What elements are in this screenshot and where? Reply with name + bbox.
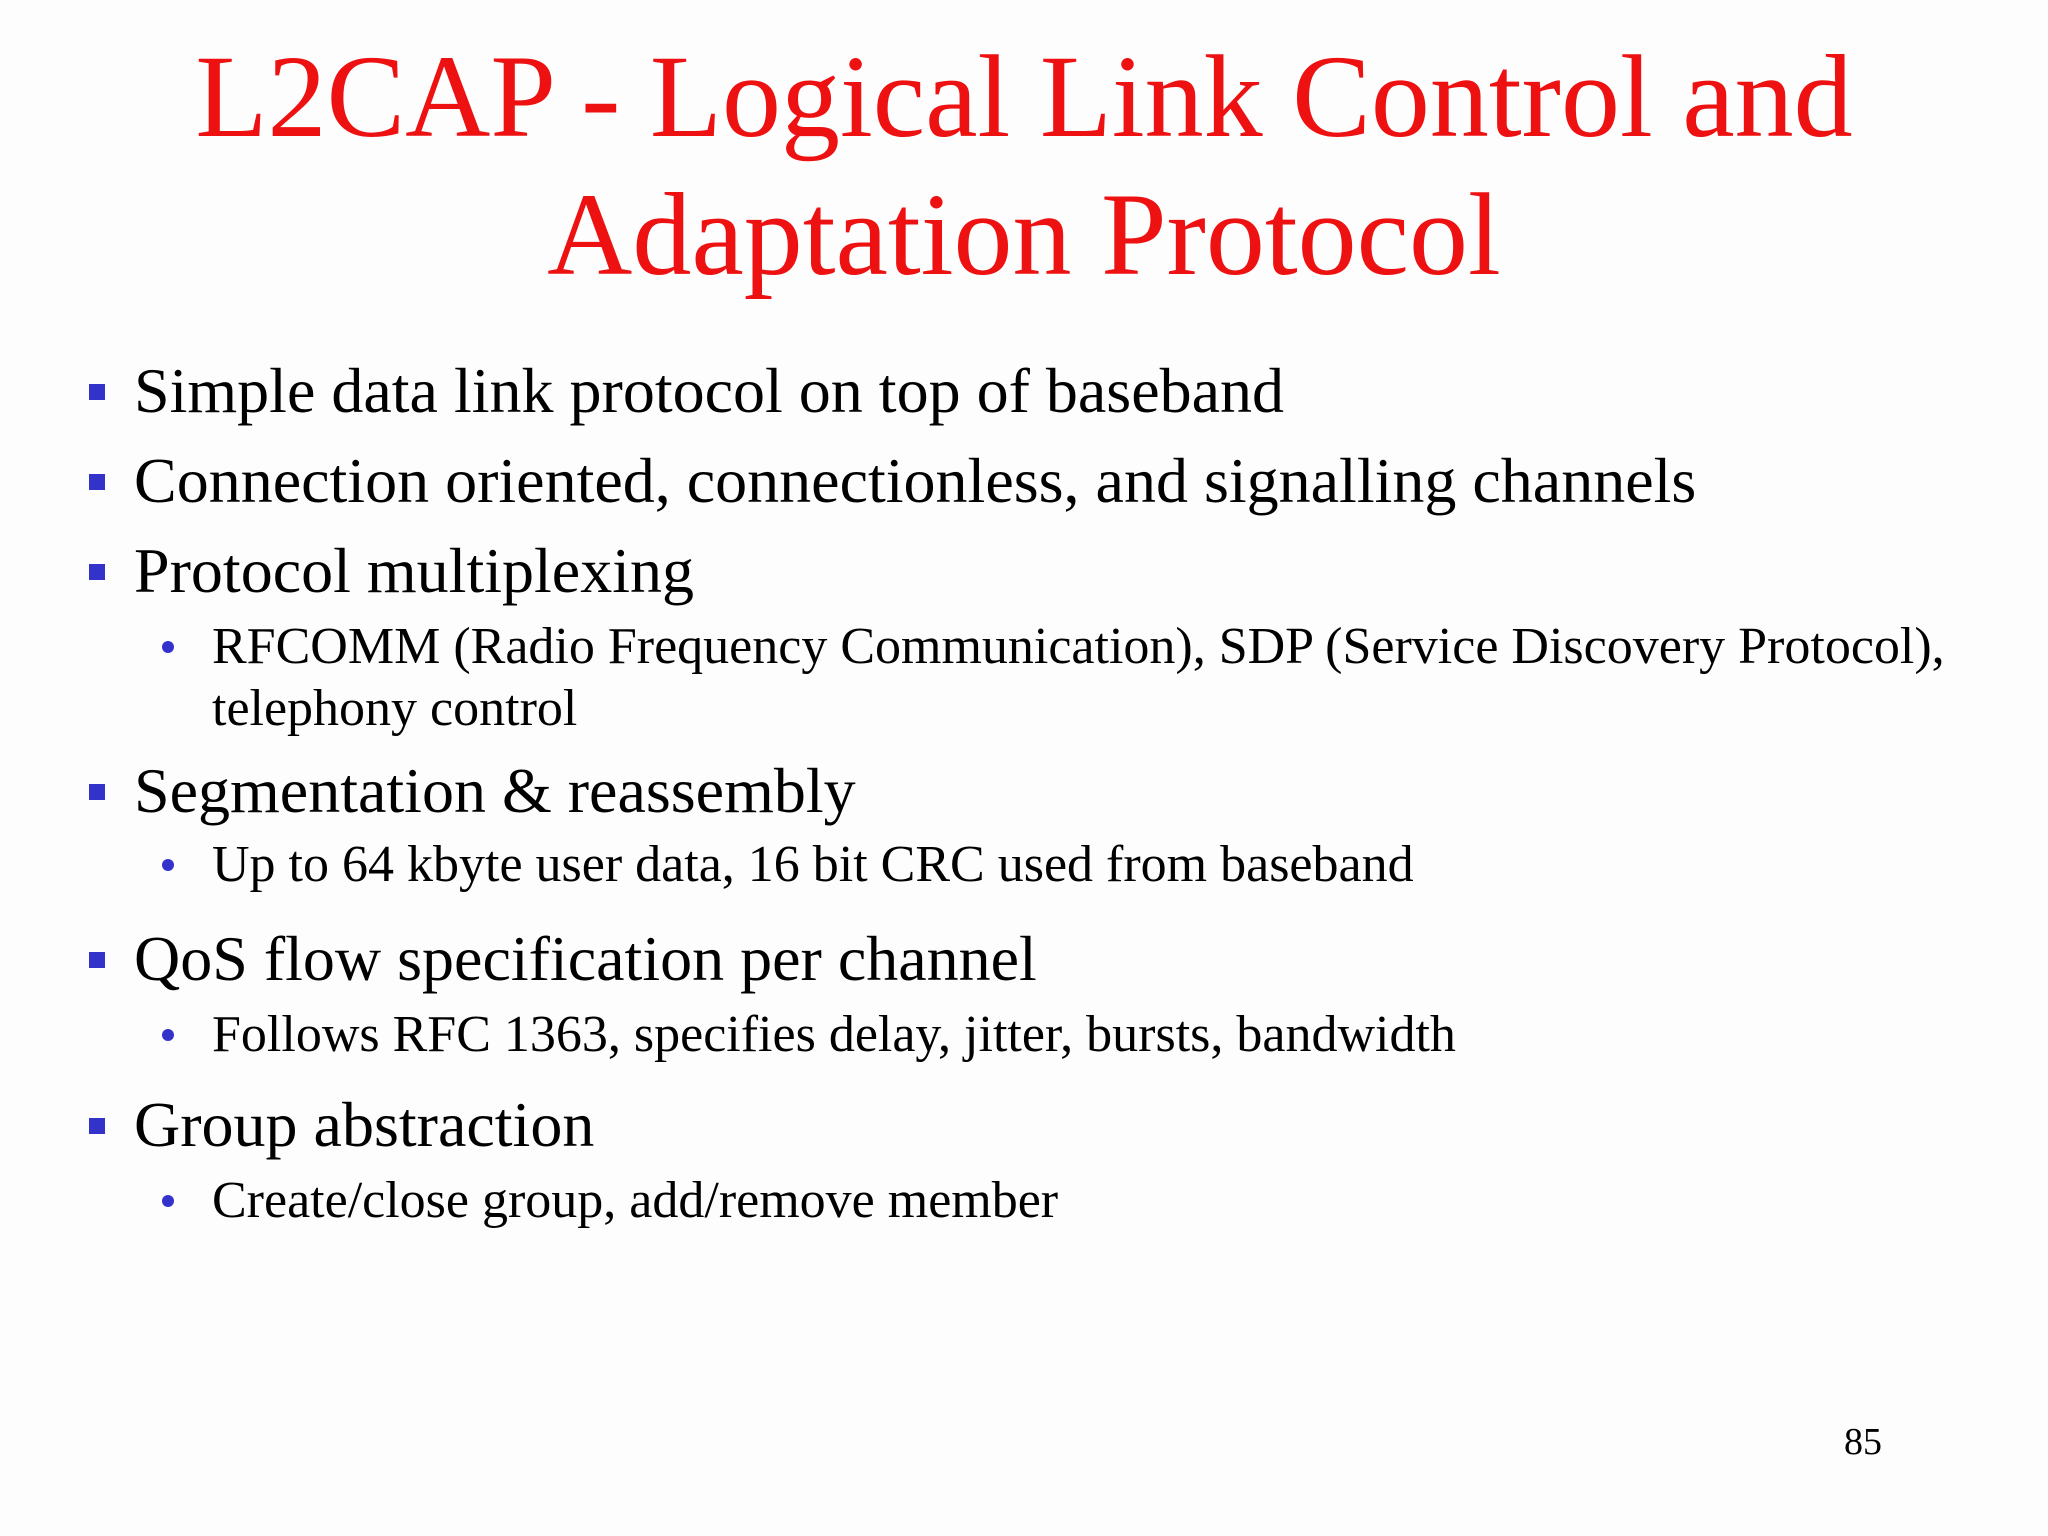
sub-bullet-text: Create/close group, add/remove member — [212, 1172, 1059, 1229]
page-number: 85 — [1844, 1421, 1882, 1463]
bullet-item — [84, 534, 1984, 616]
bullet-text: Connection oriented, connectionless, and signalling channels — [134, 445, 1697, 516]
square-bullet-icon — [89, 384, 105, 400]
bullet-text: Group abstraction — [134, 1089, 595, 1160]
sub-bullet-text: Follows RFC 1363, specifies delay, jitter, bursts, bandwidth — [212, 1006, 1456, 1063]
bullet-text: Segmentation & reassembly — [134, 755, 856, 826]
slide-title-line-2: Adaptation Protocol — [547, 169, 1501, 300]
bullet-item — [84, 354, 1984, 444]
bullet-item — [84, 444, 1984, 534]
square-bullet-icon — [89, 952, 105, 968]
bullet-text: Protocol multiplexing — [134, 535, 694, 606]
bullet-item — [84, 754, 1984, 834]
square-bullet-icon — [89, 564, 105, 580]
square-bullet-icon — [89, 784, 105, 800]
bullet-text: Simple data link protocol on top of baseband — [134, 355, 1284, 426]
square-bullet-icon — [89, 1118, 105, 1134]
slide-title — [0, 28, 2048, 304]
bullet-item — [84, 922, 1984, 1004]
square-bullet-icon — [89, 474, 105, 490]
sub-bullet-item — [84, 1004, 1984, 1088]
sub-bullet-item — [84, 616, 2012, 754]
dot-bullet-icon — [162, 859, 174, 871]
sub-bullet-item — [84, 1170, 1984, 1240]
bullet-list — [84, 354, 1984, 1240]
dot-bullet-icon — [162, 641, 174, 653]
bullet-text: QoS flow specification per channel — [134, 923, 1037, 994]
bullet-item — [84, 1088, 1984, 1170]
dot-bullet-icon — [162, 1029, 174, 1041]
sub-bullet-text: RFCOMM (Radio Frequency Communication), SDP (Service Discovery Protocol), telephony control — [212, 618, 1945, 737]
slide-title-line-1: L2CAP - Logical Link Control and — [195, 31, 1853, 162]
sub-bullet-text: Up to 64 kbyte user data, 16 bit CRC used from baseband — [212, 836, 1414, 893]
sub-bullet-item — [84, 834, 1984, 922]
dot-bullet-icon — [162, 1195, 174, 1207]
